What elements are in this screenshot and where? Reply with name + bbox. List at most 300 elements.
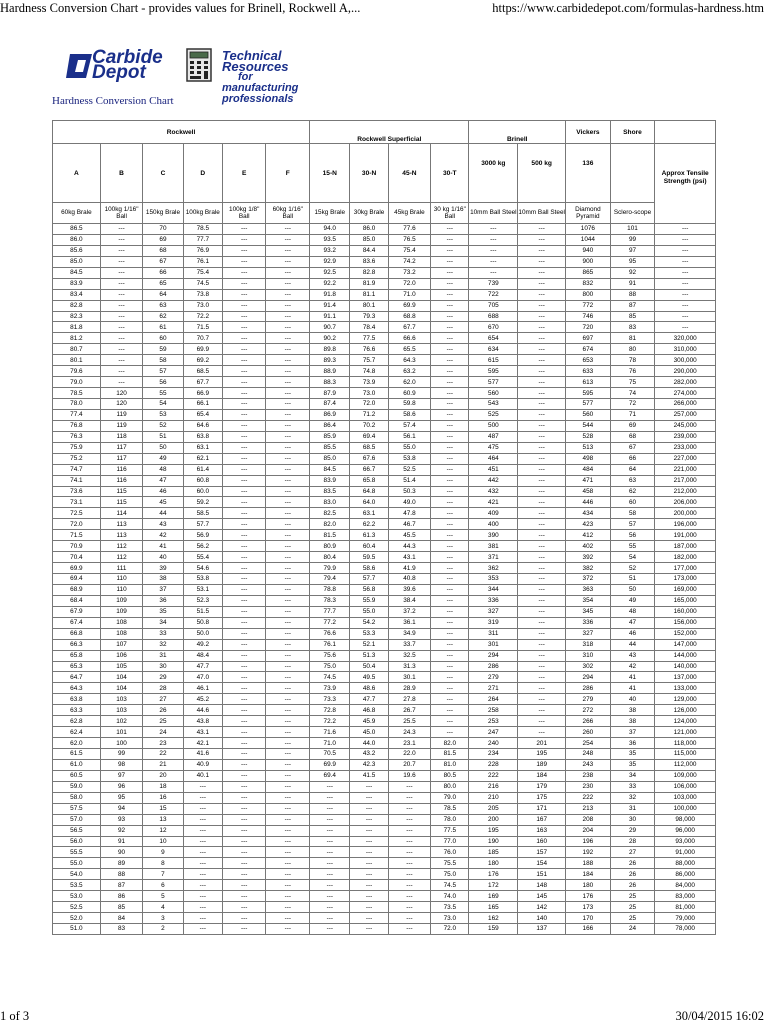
table-row [53,497,716,508]
table-cell: --- [310,814,350,825]
table-cell: 75 [610,377,655,388]
table-cell: --- [266,563,310,574]
table-cell: 74 [610,388,655,399]
table-cell: --- [431,234,469,245]
table-row [53,508,716,519]
table-cell: 74.5 [310,672,350,683]
table-cell: 52 [143,420,183,431]
table-cell: 76.1 [310,639,350,650]
table-cell: 253 [469,716,518,727]
table-row [53,694,716,705]
table-cell: --- [431,311,469,322]
table-cell: 106,000 [655,781,716,792]
table-cell: 99 [100,749,142,760]
table-cell: 595 [566,388,611,399]
table-cell: 160,000 [655,606,716,617]
table-cell: 53.0 [53,891,101,902]
table-cell: 86.9 [310,409,350,420]
table-cell: --- [431,366,469,377]
table-cell: --- [266,486,310,497]
table-cell: 83.9 [310,475,350,486]
table-cell: 189 [518,759,566,770]
table-cell: --- [100,224,142,235]
table-row [53,749,716,760]
table-row [53,289,716,300]
table-row [53,245,716,256]
table-cell: 61.3 [350,530,388,541]
table-cell: 144,000 [655,650,716,661]
table-cell: 227,000 [655,453,716,464]
table-cell: 53.8 [388,453,430,464]
table-cell: 36 [610,738,655,749]
table-cell: --- [222,759,266,770]
table-cell: 109 [100,595,142,606]
table-cell: --- [266,497,310,508]
print-header [0,0,768,18]
col-head-shore [610,144,655,203]
table-cell: 115 [100,486,142,497]
table-cell: 47.0 [183,672,222,683]
table-cell: 63.1 [350,508,388,519]
table-cell: --- [431,541,469,552]
table-cell: 98,000 [655,814,716,825]
table-cell: 76.6 [310,628,350,639]
table-cell: 254 [566,738,611,749]
table-cell: 93.2 [310,245,350,256]
table-row [53,770,716,781]
table-cell: 372 [566,574,611,585]
table-cell: 82.0 [431,738,469,749]
table-cell: 54.6 [183,563,222,574]
table-cell: --- [310,847,350,858]
table-cell: 654 [469,333,518,344]
table-row [53,595,716,606]
table-cell: --- [222,300,266,311]
table-cell: 434 [566,508,611,519]
table-cell: --- [266,377,310,388]
table-cell: --- [222,770,266,781]
table-cell: 62.2 [350,519,388,530]
table-cell: 177,000 [655,563,716,574]
table-cell: 116 [100,475,142,486]
table-cell: --- [222,256,266,267]
table-cell: --- [431,683,469,694]
table-cell: 362 [469,563,518,574]
table-cell: --- [431,420,469,431]
table-cell: 47.8 [388,508,430,519]
table-cell: --- [431,584,469,595]
table-cell: 76.3 [53,431,101,442]
col-descriptor: 10mm Ball Steel [469,203,518,224]
table-cell: --- [518,377,566,388]
table-cell: --- [266,803,310,814]
table-cell: --- [266,595,310,606]
table-cell: 88.9 [310,366,350,377]
table-cell: 163 [518,825,566,836]
table-row [53,661,716,672]
table-cell: 41.5 [350,770,388,781]
table-cell: --- [266,661,310,672]
table-cell: 89.8 [310,344,350,355]
table-cell: --- [388,902,430,913]
table-cell: 72.2 [183,311,222,322]
table-cell: 44 [143,508,183,519]
table-cell: --- [266,847,310,858]
table-cell: 31.3 [388,661,430,672]
table-cell: 43 [610,650,655,661]
table-cell: 451 [469,464,518,475]
table-cell: --- [266,792,310,803]
table-cell: 2 [143,924,183,935]
table-cell: 119 [100,420,142,431]
table-cell: --- [222,563,266,574]
table-cell: --- [266,552,310,563]
table-cell: 165 [469,902,518,913]
table-cell: --- [266,705,310,716]
table-cell: --- [518,727,566,738]
table-cell: 52.3 [183,595,222,606]
table-cell: --- [222,399,266,410]
table-cell: 81.2 [53,333,101,344]
table-cell: 26.7 [388,705,430,716]
table-cell: --- [431,694,469,705]
table-cell: 87 [100,880,142,891]
table-cell: 58.5 [183,508,222,519]
table-row [53,574,716,585]
table-cell: 336 [469,595,518,606]
table-cell: 102 [100,716,142,727]
table-cell: 38 [610,705,655,716]
table-cell: 595 [469,366,518,377]
table-cell: --- [222,584,266,595]
table-cell: 75.0 [310,661,350,672]
table-cell: 800 [566,289,611,300]
table-cell: 264 [469,694,518,705]
table-cell: 500 [469,420,518,431]
table-cell: --- [222,661,266,672]
table-cell: 66.9 [183,388,222,399]
table-cell: 23 [143,738,183,749]
table-cell: 35 [610,749,655,760]
table-cell: 71 [610,409,655,420]
table-cell: 84 [100,913,142,924]
table-cell: --- [266,300,310,311]
table-cell: --- [266,475,310,486]
page-title: Hardness Conversion Chart [52,95,174,107]
table-cell: 212,000 [655,486,716,497]
table-cell: 83.0 [310,497,350,508]
table-cell: 70.2 [350,420,388,431]
table-cell: 44.3 [388,541,430,552]
table-cell: 10 [143,836,183,847]
table-cell: 76.1 [183,256,222,267]
table-cell: 87.4 [310,399,350,410]
table-cell: --- [266,694,310,705]
table-cell: 200,000 [655,508,716,519]
table-cell: 320,000 [655,333,716,344]
table-cell: 208 [566,814,611,825]
table-row [53,431,716,442]
table-cell: 120 [100,399,142,410]
col-head-e: E [222,144,266,203]
table-cell: --- [518,234,566,245]
table-cell: 49.5 [350,672,388,683]
table-cell: 75.4 [388,245,430,256]
table-row [53,278,716,289]
table-cell: 57.0 [53,814,101,825]
table-cell: 90.7 [310,322,350,333]
table-cell: 109 [100,606,142,617]
table-cell: 76.6 [350,344,388,355]
table-cell: 32 [143,639,183,650]
table-cell: --- [350,825,388,836]
table-cell: 279 [566,694,611,705]
table-cell: 458 [566,486,611,497]
table-cell: 61.0 [53,759,101,770]
table-cell: --- [655,300,716,311]
table-cell: 832 [566,278,611,289]
table-row [53,650,716,661]
table-cell: 12 [143,825,183,836]
table-cell: --- [222,683,266,694]
table-cell: 63 [610,475,655,486]
table-cell: 528 [566,431,611,442]
table-cell: 56.8 [350,584,388,595]
table-cell: 70.9 [53,541,101,552]
table-cell: 59 [143,344,183,355]
group-rockwell-superficial: Rockwell Superficial [310,121,469,144]
table-cell: --- [388,913,430,924]
table-cell: --- [183,913,222,924]
table-cell: --- [266,781,310,792]
table-cell: 47.7 [350,694,388,705]
table-cell: 112 [100,552,142,563]
table-cell: 73.9 [350,377,388,388]
table-cell: 25 [143,716,183,727]
table-cell: 84.5 [310,464,350,475]
table-cell: 184 [518,770,566,781]
table-cell: --- [518,486,566,497]
table-cell: --- [222,278,266,289]
table-cell: 46.8 [350,705,388,716]
table-cell: --- [350,792,388,803]
table-cell: --- [266,245,310,256]
table-cell: 16 [143,792,183,803]
col-descriptor: Diamond Pyramid [566,203,611,224]
table-cell: --- [266,716,310,727]
table-cell: 63.3 [53,705,101,716]
table-cell: 217,000 [655,475,716,486]
table-cell: 196 [566,836,611,847]
table-row [53,442,716,453]
table-cell: --- [266,322,310,333]
table-cell: 69.9 [388,300,430,311]
table-cell: 371 [469,552,518,563]
table-cell: --- [518,224,566,235]
table-cell: 80.9 [310,541,350,552]
table-cell: 69.4 [53,574,101,585]
col-head-3000kg: 3000 kg [469,144,518,203]
table-cell: 21 [143,759,183,770]
table-cell: --- [222,803,266,814]
table-cell: 115,000 [655,749,716,760]
table-cell: 77.7 [310,606,350,617]
table-cell: 432 [469,486,518,497]
table-cell: 310,000 [655,344,716,355]
table-cell: --- [518,497,566,508]
table-cell: --- [518,300,566,311]
table-row [53,388,716,399]
table-cell: 83,000 [655,891,716,902]
table-row [53,792,716,803]
table-cell: 69.9 [53,563,101,574]
table-cell: 73.2 [388,267,430,278]
table-cell: --- [266,431,310,442]
table-cell: 100 [100,738,142,749]
table-cell: --- [388,781,430,792]
table-cell: 22.0 [388,749,430,760]
table-cell: 111 [100,563,142,574]
table-cell: 674 [566,344,611,355]
table-cell: 421 [469,497,518,508]
table-cell: 74.5 [431,880,469,891]
table-cell: --- [266,672,310,683]
table-row [53,858,716,869]
table-cell: 83.5 [310,486,350,497]
table-cell: 50.8 [183,617,222,628]
table-cell: --- [518,705,566,716]
table-cell: 109,000 [655,770,716,781]
table-cell: --- [518,563,566,574]
table-cell: --- [431,245,469,256]
table-cell: 73.3 [310,694,350,705]
table-cell: --- [266,388,310,399]
table-row [53,584,716,595]
col-head-136: 136 [566,144,611,203]
table-cell: 154 [518,858,566,869]
table-row [53,563,716,574]
table-cell: 48 [610,606,655,617]
table-cell: --- [518,530,566,541]
table-cell: 81.5 [310,530,350,541]
table-cell: 73.0 [183,300,222,311]
col-head-b: B [100,144,142,203]
table-cell: --- [222,519,266,530]
table-cell: --- [431,563,469,574]
table-row [53,902,716,913]
table-cell: 243 [566,759,611,770]
table-cell: 60.9 [388,388,430,399]
table-cell: --- [310,858,350,869]
table-cell: 57 [143,366,183,377]
table-cell: 62.8 [53,716,101,727]
table-cell: 86.0 [350,224,388,235]
table-cell: 37 [143,584,183,595]
table-cell: 182,000 [655,552,716,563]
table-cell: 290,000 [655,366,716,377]
table-row [53,727,716,738]
table-cell: 82.0 [310,519,350,530]
table-cell: --- [388,814,430,825]
table-cell: 85 [100,902,142,913]
table-cell: 86 [100,891,142,902]
table-cell: 54 [143,399,183,410]
table-cell: --- [100,256,142,267]
table-cell: 35 [143,606,183,617]
table-cell: 117 [100,442,142,453]
table-cell: 30 [610,814,655,825]
table-cell: 27 [143,694,183,705]
table-row [53,453,716,464]
table-row [53,552,716,563]
col-descriptor: 15kg Brale [310,203,350,224]
table-cell: --- [183,924,222,935]
table-cell: --- [388,792,430,803]
table-cell: 53.1 [183,584,222,595]
table-cell: --- [222,289,266,300]
table-cell: --- [431,399,469,410]
table-cell: --- [431,442,469,453]
table-cell: --- [100,289,142,300]
table-cell: 76.5 [388,234,430,245]
table-cell: --- [266,825,310,836]
col-descriptor: 60kg 1/16" Ball [266,203,310,224]
table-cell: 6 [143,880,183,891]
table-cell: --- [518,366,566,377]
table-cell: 245,000 [655,420,716,431]
table-row [53,530,716,541]
table-cell: 266,000 [655,399,716,410]
table-cell: 52 [610,563,655,574]
table-cell: 240 [469,738,518,749]
table-cell: --- [518,552,566,563]
table-cell: 167 [518,814,566,825]
table-cell: 166 [566,924,611,935]
table-cell: 49 [610,595,655,606]
table-cell: --- [222,497,266,508]
table-cell: --- [222,333,266,344]
table-cell: 92.2 [310,278,350,289]
table-cell: 56.2 [183,541,222,552]
table-cell: --- [266,738,310,749]
table-cell: 91.4 [310,300,350,311]
table-cell: 66 [610,453,655,464]
table-cell: 86.0 [53,234,101,245]
table-cell: 64.3 [388,355,430,366]
table-cell: --- [222,442,266,453]
col-descriptor: 100kg 1/8" Ball [222,203,266,224]
table-cell: --- [222,716,266,727]
table-cell: --- [310,803,350,814]
table-cell: --- [222,924,266,935]
table-cell: --- [266,267,310,278]
table-cell: 80.1 [53,355,101,366]
table-cell: 45.2 [183,694,222,705]
col-descriptor: 45kg Brale [388,203,430,224]
table-row [53,300,716,311]
table-cell: 190 [469,836,518,847]
table-cell: 93.5 [310,234,350,245]
table-row [53,628,716,639]
table-cell: --- [431,475,469,486]
table-cell: --- [518,519,566,530]
table-cell: 43.1 [388,552,430,563]
table-cell: --- [222,792,266,803]
table-cell: 62.0 [388,377,430,388]
table-cell: 45.0 [350,727,388,738]
table-cell: --- [431,453,469,464]
table-cell: 81.8 [53,322,101,333]
